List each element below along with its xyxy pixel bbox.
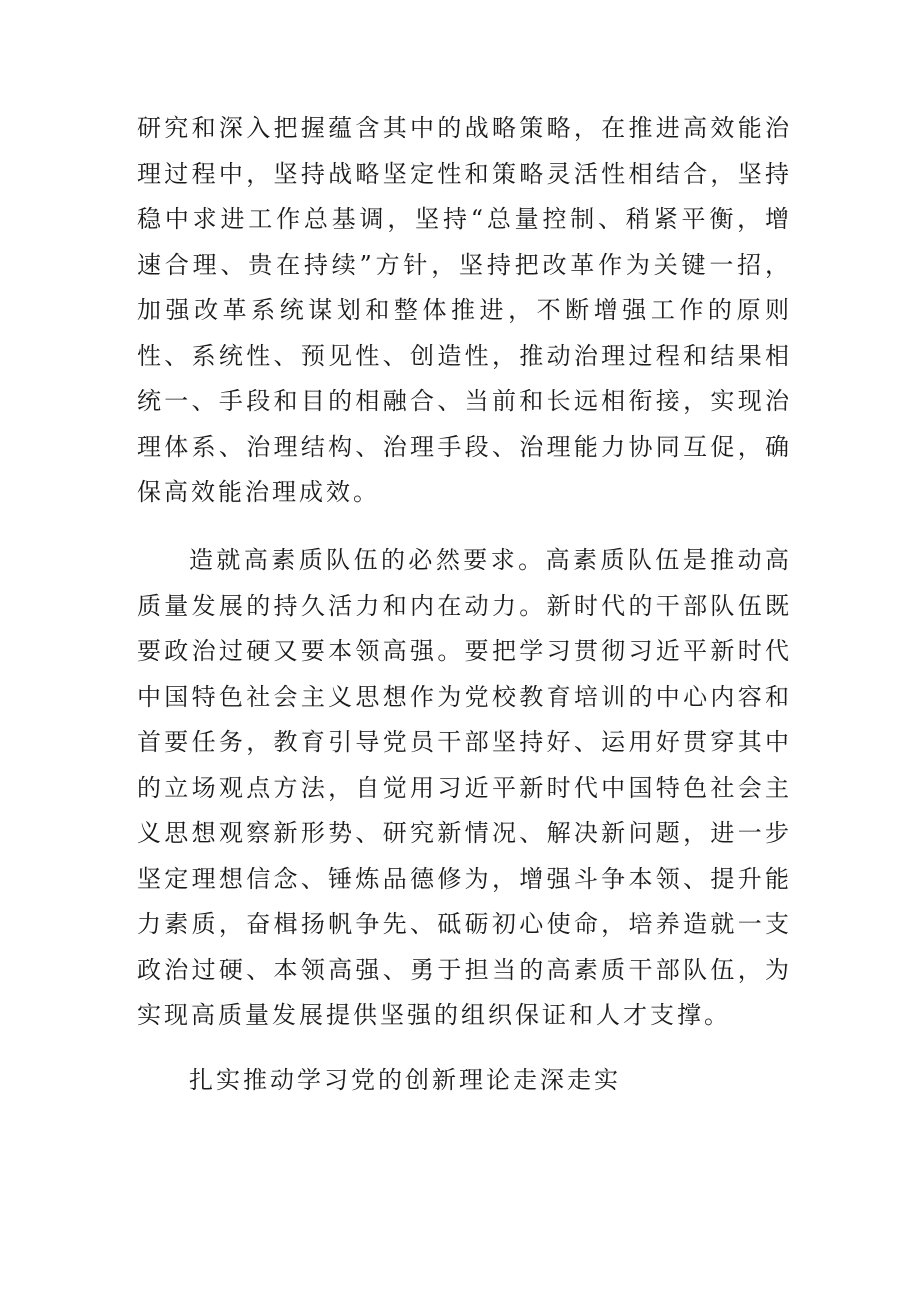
body-paragraph-high-quality-team: 造就高素质队伍的必然要求。高素质队伍是推动高质量发展的持久活力和内在动力。新时代的干部队伍既要政治过硬又要本领高强。要把学习贯彻习近平新时代中国特色社会主义思想作为党校教育培训的中心内容和首要任务，教育引导党员干部坚持好、运用好贯穿其中的立场观点方法，自觉用习近平新时代中国特色社会主义思想观察新形势、研究新情况、解决新问题，进一步坚定理想信念、锤炼品德修为，增强斗争本领、提升能力素质，奋楫扬帆争先、砥砺初心使命，培养造就一支政治过硬、本领高强、勇于担当的高素质干部队伍，为实现高质量发展提供坚强的组织保证和人才支撑。	[137, 546, 792, 1029]
body-paragraph-strategy: 研究和深入把握蕴含其中的战略策略，在推进高效能治理过程中，坚持战略坚定性和策略灵活性相结合，坚持稳中求进工作总基调，坚持“总量控制、稍紧平衡，增速合理、贵在持续”方针，坚持把改革作为关键一招，加强改革系统谋划和整体推进，不断增强工作的原则性、系统性、预见性、创造性，推动治理过程和结果相统一、手段和目的相融合、当前和长远相衔接，实现治理体系、治理结构、治理手段、治理能力协同互促，确保高效能治理成效。	[137, 114, 792, 506]
section-heading: 扎实推动学习党的创新理论走深走实	[189, 1066, 621, 1094]
